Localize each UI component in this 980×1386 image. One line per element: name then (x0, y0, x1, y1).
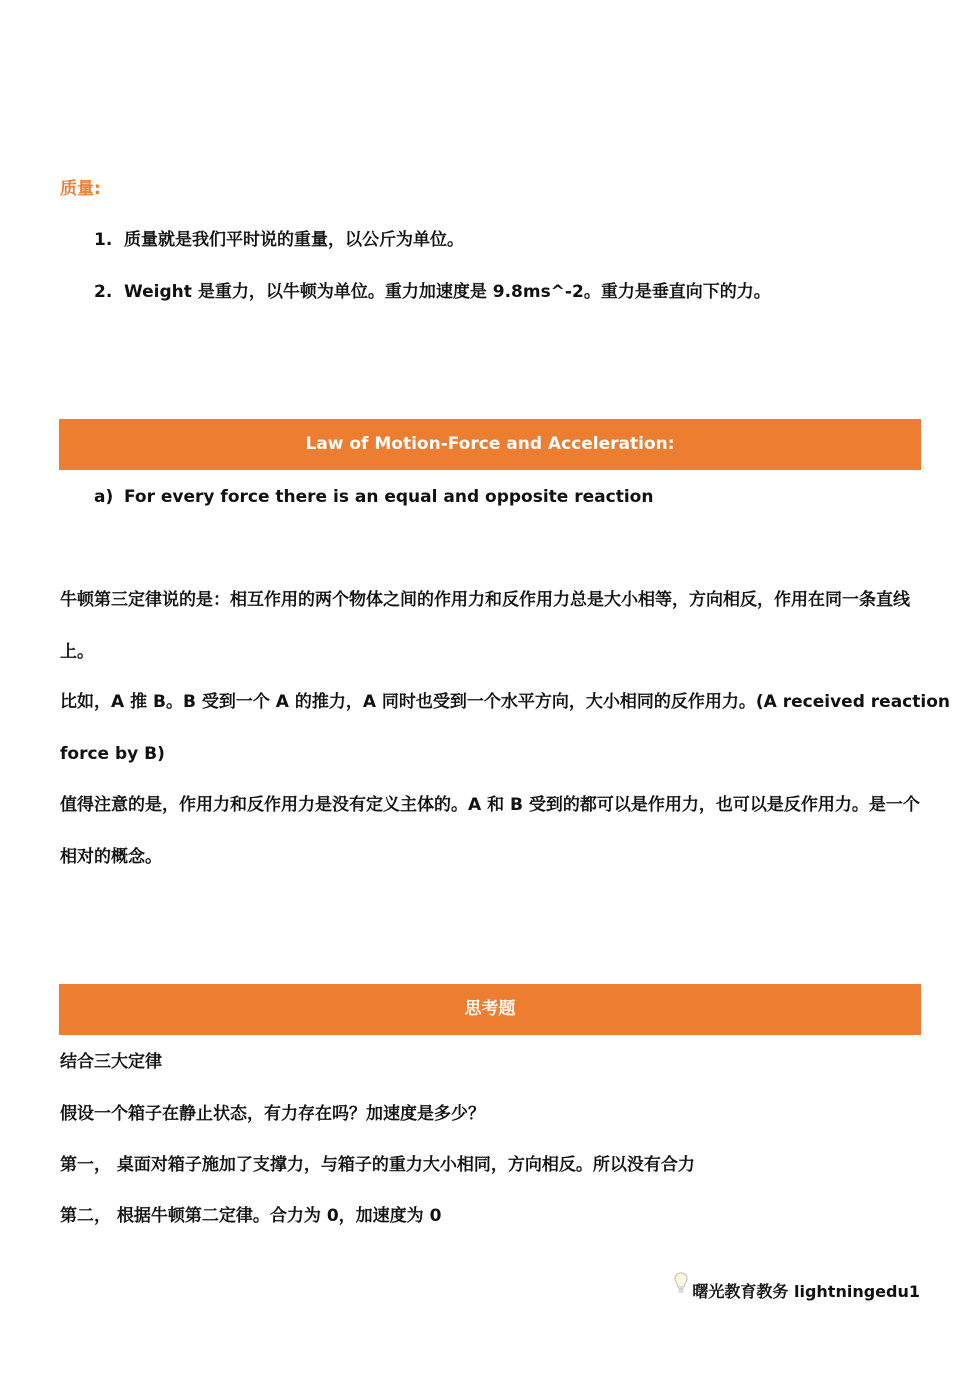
list-item-text: 质量就是我们平时说的重量，以公斤为单位。 (124, 230, 464, 250)
law-item-text: For every force there is an equal and opposite reaction (124, 487, 654, 507)
list-item-2 (94, 281, 771, 303)
section-banner-think-questions: 思考题 (59, 984, 921, 1035)
list-label: a) (94, 487, 114, 507)
section-banner-law-of-motion: Law of Motion-Force and Acceleration: (59, 419, 921, 470)
section-heading-mass: 质量: (60, 179, 101, 199)
think-line: 结合三大定律 (60, 1052, 162, 1072)
list-number: 1. (94, 230, 113, 250)
paragraph-line: 相对的概念。 (60, 847, 162, 867)
paragraph-line: 上。 (60, 642, 94, 662)
list-item-text: Weight 是重力，以牛顿为单位。重力加速度是 9.8ms^-2。重力是垂直向下的力。 (124, 282, 771, 302)
think-line: 第二， 根据牛顿第二定律。合力为 0，加速度为 0 (60, 1206, 442, 1226)
law-list-item (94, 486, 653, 508)
paragraph-line: force by B) (60, 744, 165, 764)
list-number: 2. (94, 282, 113, 302)
paragraph-line: 比如，A 推 B。B 受到一个 A 的推力，A 同时也受到一个水平方向，大小相同的反作用力。(A received reaction (60, 692, 950, 712)
footer-watermark (674, 1278, 920, 1302)
paragraph-line: 牛顿第三定律说的是：相互作用的两个物体之间的作用力和反作用力总是大小相等，方向相反，作用在同一条直线 (60, 590, 910, 610)
footer-text: 曙光教育教务 lightningedu1 (692, 1282, 920, 1301)
think-line: 假设一个箱子在静止状态，有力存在吗？加速度是多少？ (60, 1104, 485, 1124)
lightbulb-icon (674, 1272, 688, 1296)
paragraph-line: 值得注意的是，作用力和反作用力是没有定义主体的。A 和 B 受到的都可以是作用力，也可以是反作用力。是一个 (60, 795, 920, 815)
think-line: 第一， 桌面对箱子施加了支撑力，与箱子的重力大小相同，方向相反。所以没有合力 (60, 1155, 695, 1175)
list-item-1 (94, 229, 464, 251)
